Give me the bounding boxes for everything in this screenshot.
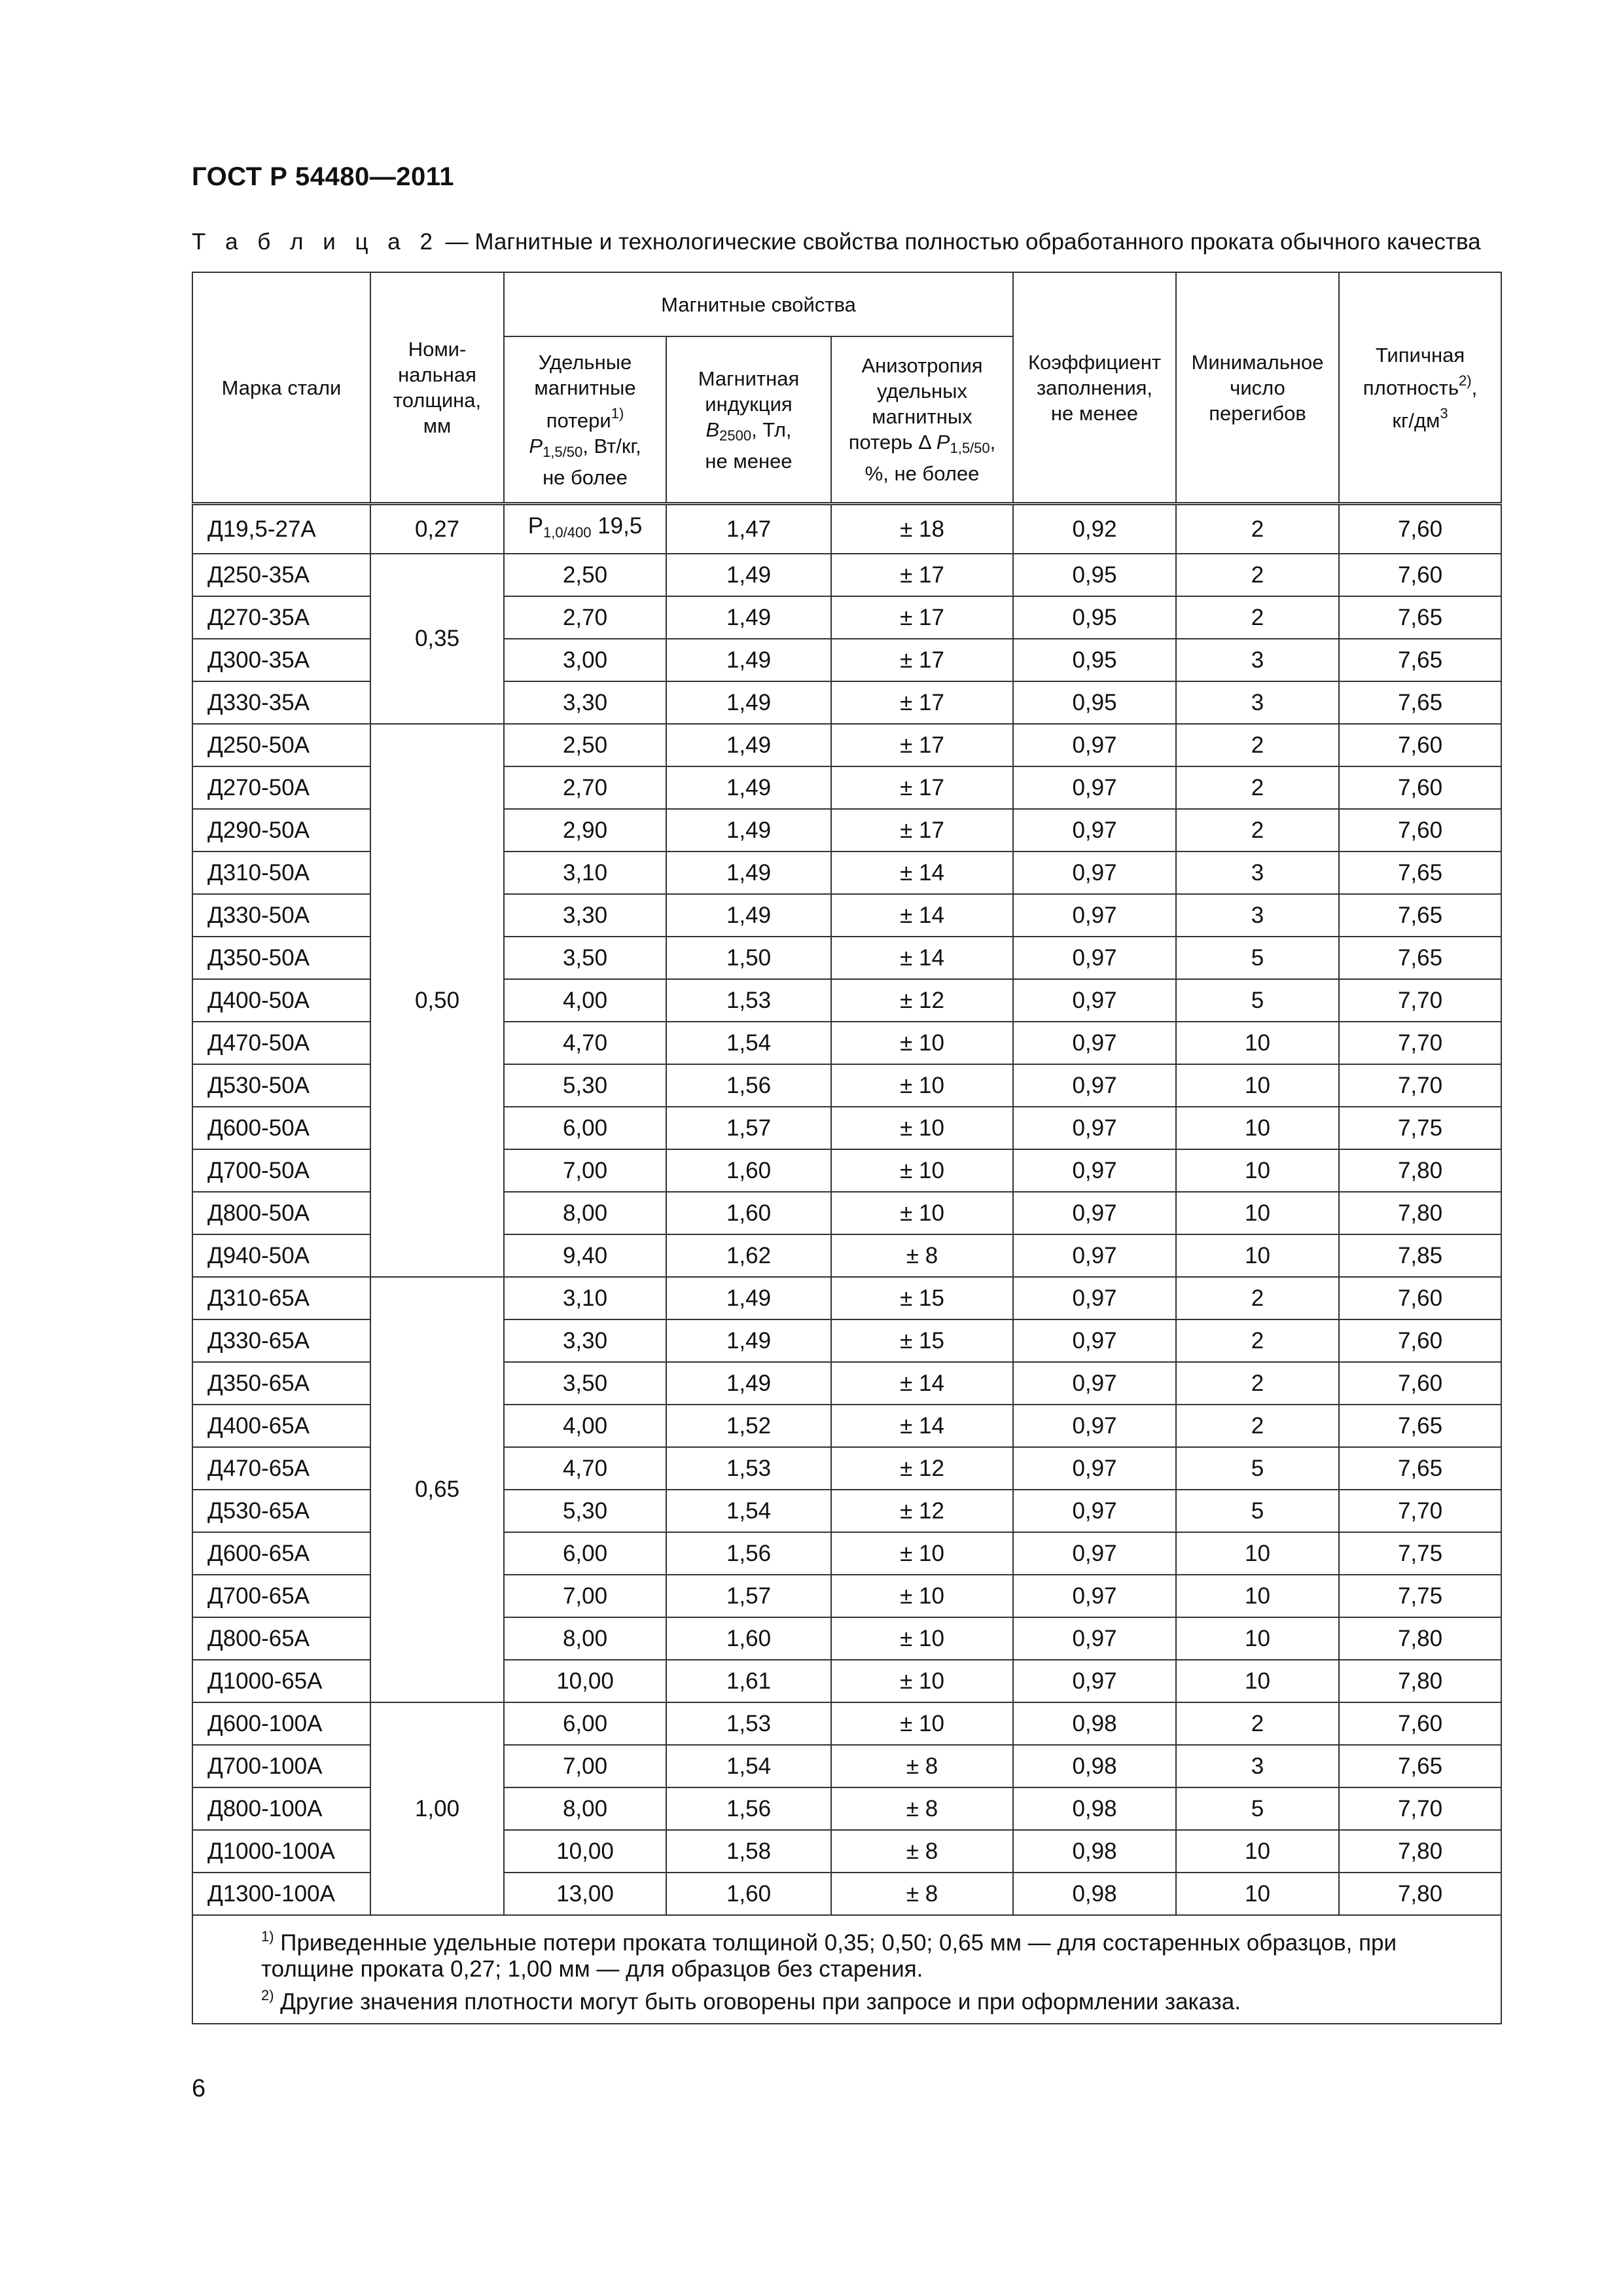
- cell-induction: 1,54: [666, 1490, 831, 1532]
- cell-bends: 5: [1176, 979, 1339, 1022]
- header-grade: Марка стали: [192, 272, 370, 504]
- cell-grade: Д700-50А: [192, 1149, 370, 1192]
- cell-anisotropy: ± 17: [831, 554, 1013, 596]
- cell-grade: Д330-50А: [192, 894, 370, 937]
- cell-density: 7,65: [1339, 1745, 1501, 1787]
- cell-grade: Д800-100А: [192, 1787, 370, 1830]
- cell-induction: 1,49: [666, 1277, 831, 1319]
- cell-bends: 2: [1176, 1319, 1339, 1362]
- cell-density: 7,60: [1339, 809, 1501, 852]
- cell-thickness: 1,00: [370, 1702, 504, 1915]
- table-body: [192, 504, 1501, 1916]
- cell-density: 7,80: [1339, 1830, 1501, 1873]
- cell-fill-factor: 0,97: [1013, 852, 1176, 894]
- cell-density: 7,80: [1339, 1873, 1501, 1915]
- cell-bends: 5: [1176, 937, 1339, 979]
- cell-bends: 10: [1176, 1022, 1339, 1064]
- cell-density: 7,80: [1339, 1149, 1501, 1192]
- cell-bends: 5: [1176, 1490, 1339, 1532]
- cell-density: 7,65: [1339, 937, 1501, 979]
- cell-fill-factor: 0,97: [1013, 1277, 1176, 1319]
- cell-fill-factor: 0,97: [1013, 1022, 1176, 1064]
- cell-grade: Д400-50А: [192, 979, 370, 1022]
- cell-grade: Д600-100А: [192, 1702, 370, 1745]
- cell-grade: Д290-50А: [192, 809, 370, 852]
- cell-loss: 7,00: [504, 1149, 666, 1192]
- cell-grade: Д700-100А: [192, 1745, 370, 1787]
- header-magnetic-group: Магнитные свойства: [504, 272, 1013, 336]
- cell-loss: $P_{1,0/400}$ 19,5: [504, 504, 666, 554]
- cell-induction: 1,61: [666, 1660, 831, 1702]
- cell-induction: 1,54: [666, 1745, 831, 1787]
- cell-grade: Д940-50А: [192, 1234, 370, 1277]
- cell-density: 7,60: [1339, 724, 1501, 766]
- cell-grade: Д19,5-27А: [192, 504, 370, 554]
- header-bends: Минимальное число перегибов: [1176, 272, 1339, 504]
- cell-fill-factor: 0,98: [1013, 1873, 1176, 1915]
- cell-density: 7,60: [1339, 766, 1501, 809]
- cell-induction: 1,49: [666, 766, 831, 809]
- cell-loss: 3,30: [504, 894, 666, 937]
- cell-density: 7,80: [1339, 1660, 1501, 1702]
- cell-fill-factor: 0,97: [1013, 1660, 1176, 1702]
- cell-anisotropy: ± 17: [831, 639, 1013, 681]
- cell-induction: 1,49: [666, 596, 831, 639]
- cell-anisotropy: ± 14: [831, 894, 1013, 937]
- cell-fill-factor: 0,97: [1013, 1362, 1176, 1405]
- cell-bends: 2: [1176, 809, 1339, 852]
- cell-grade: Д350-65А: [192, 1362, 370, 1405]
- cell-loss: 2,90: [504, 809, 666, 852]
- table-row: [192, 724, 1501, 766]
- cell-density: 7,65: [1339, 681, 1501, 724]
- cell-grade: Д1000-65А: [192, 1660, 370, 1702]
- cell-grade: Д530-65А: [192, 1490, 370, 1532]
- cell-density: 7,65: [1339, 852, 1501, 894]
- cell-grade: Д700-65А: [192, 1575, 370, 1617]
- cell-loss: 3,00: [504, 639, 666, 681]
- table-caption-label: Т а б л и ц а 2: [192, 229, 439, 255]
- cell-loss: 9,40: [504, 1234, 666, 1277]
- cell-induction: 1,60: [666, 1192, 831, 1234]
- cell-anisotropy: ± 8: [831, 1234, 1013, 1277]
- cell-fill-factor: 0,97: [1013, 1107, 1176, 1149]
- cell-induction: 1,57: [666, 1575, 831, 1617]
- table-row: [192, 504, 1501, 554]
- cell-loss: 2,50: [504, 554, 666, 596]
- cell-induction: 1,54: [666, 1022, 831, 1064]
- footnote-1: $^{1)}$ Приведенные удельные потери проката толщиной 0,35; 0,50; 0,65 мм — для состаренных образцов, при толщине проката 0,27; 1,00 мм — для образцов без старения.: [261, 1928, 1397, 1982]
- cell-anisotropy: ± 10: [831, 1149, 1013, 1192]
- cell-grade: Д310-65А: [192, 1277, 370, 1319]
- cell-anisotropy: ± 17: [831, 724, 1013, 766]
- cell-fill-factor: 0,95: [1013, 596, 1176, 639]
- cell-density: 7,70: [1339, 1490, 1501, 1532]
- cell-bends: 10: [1176, 1149, 1339, 1192]
- cell-loss: 8,00: [504, 1192, 666, 1234]
- cell-grade: Д300-35А: [192, 639, 370, 681]
- cell-bends: 10: [1176, 1107, 1339, 1149]
- cell-loss: 6,00: [504, 1702, 666, 1745]
- cell-loss: 2,70: [504, 596, 666, 639]
- table-row: [192, 554, 1501, 596]
- cell-loss: 6,00: [504, 1107, 666, 1149]
- header-anisotropy: Анизотропия удельных магнитных потерь Δ $P_{1,5/50}$, %, не более: [831, 336, 1013, 504]
- cell-bends: 10: [1176, 1873, 1339, 1915]
- cell-grade: Д470-50А: [192, 1022, 370, 1064]
- cell-fill-factor: 0,97: [1013, 1192, 1176, 1234]
- cell-grade: Д600-50А: [192, 1107, 370, 1149]
- cell-anisotropy: ± 18: [831, 504, 1013, 554]
- cell-induction: 1,60: [666, 1149, 831, 1192]
- cell-anisotropy: ± 10: [831, 1575, 1013, 1617]
- cell-induction: 1,56: [666, 1064, 831, 1107]
- cell-bends: 2: [1176, 766, 1339, 809]
- cell-density: 7,60: [1339, 1277, 1501, 1319]
- cell-density: 7,70: [1339, 979, 1501, 1022]
- cell-density: 7,65: [1339, 1447, 1501, 1490]
- cell-loss: 3,50: [504, 937, 666, 979]
- cell-anisotropy: ± 8: [831, 1745, 1013, 1787]
- cell-anisotropy: ± 15: [831, 1277, 1013, 1319]
- cell-induction: 1,53: [666, 979, 831, 1022]
- cell-grade: Д330-35А: [192, 681, 370, 724]
- cell-density: 7,80: [1339, 1192, 1501, 1234]
- cell-loss: 5,30: [504, 1490, 666, 1532]
- cell-loss: 10,00: [504, 1830, 666, 1873]
- cell-induction: 1,53: [666, 1447, 831, 1490]
- cell-anisotropy: ± 17: [831, 596, 1013, 639]
- cell-grade: Д800-65А: [192, 1617, 370, 1660]
- cell-loss: 3,10: [504, 852, 666, 894]
- cell-grade: Д350-50А: [192, 937, 370, 979]
- cell-grade: Д330-65А: [192, 1319, 370, 1362]
- cell-fill-factor: 0,95: [1013, 639, 1176, 681]
- cell-bends: 2: [1176, 1405, 1339, 1447]
- cell-loss: 8,00: [504, 1787, 666, 1830]
- cell-fill-factor: 0,98: [1013, 1787, 1176, 1830]
- cell-fill-factor: 0,97: [1013, 1064, 1176, 1107]
- cell-fill-factor: 0,92: [1013, 504, 1176, 554]
- cell-bends: 5: [1176, 1787, 1339, 1830]
- cell-anisotropy: ± 12: [831, 979, 1013, 1022]
- cell-anisotropy: ± 17: [831, 681, 1013, 724]
- cell-thickness: 0,27: [370, 504, 504, 554]
- cell-bends: 3: [1176, 852, 1339, 894]
- cell-induction: 1,57: [666, 1107, 831, 1149]
- cell-loss: 3,30: [504, 681, 666, 724]
- cell-bends: 2: [1176, 596, 1339, 639]
- cell-bends: 2: [1176, 554, 1339, 596]
- cell-thickness: 0,50: [370, 724, 504, 1277]
- cell-anisotropy: ± 8: [831, 1787, 1013, 1830]
- cell-induction: 1,49: [666, 639, 831, 681]
- cell-loss: 2,70: [504, 766, 666, 809]
- cell-density: 7,65: [1339, 894, 1501, 937]
- cell-loss: 10,00: [504, 1660, 666, 1702]
- cell-loss: 7,00: [504, 1745, 666, 1787]
- cell-density: 7,60: [1339, 554, 1501, 596]
- cell-induction: 1,47: [666, 504, 831, 554]
- cell-loss: 4,00: [504, 979, 666, 1022]
- cell-density: 7,65: [1339, 596, 1501, 639]
- cell-anisotropy: ± 10: [831, 1660, 1013, 1702]
- cell-grade: Д250-50А: [192, 724, 370, 766]
- table-row: [192, 1702, 1501, 1745]
- cell-loss: 4,70: [504, 1022, 666, 1064]
- cell-fill-factor: 0,97: [1013, 1532, 1176, 1575]
- footnote-2: $^{2)}$ Другие значения плотности могут быть оговорены при запросе и при оформлении заказа.: [261, 1987, 1241, 2015]
- cell-density: 7,80: [1339, 1617, 1501, 1660]
- cell-induction: 1,49: [666, 852, 831, 894]
- header-thickness: Номи- нальная толщина, мм: [370, 272, 504, 504]
- table-caption-text: — Магнитные и технологические свойства полностью обработанного проката обычного качества: [445, 229, 1481, 255]
- cell-loss: 6,00: [504, 1532, 666, 1575]
- cell-anisotropy: ± 8: [831, 1873, 1013, 1915]
- cell-grade: Д600-65А: [192, 1532, 370, 1575]
- cell-density: 7,60: [1339, 1362, 1501, 1405]
- cell-bends: 10: [1176, 1575, 1339, 1617]
- cell-fill-factor: 0,95: [1013, 554, 1176, 596]
- cell-density: 7,70: [1339, 1022, 1501, 1064]
- cell-anisotropy: ± 14: [831, 1405, 1013, 1447]
- cell-density: 7,60: [1339, 1702, 1501, 1745]
- cell-fill-factor: 0,97: [1013, 1405, 1176, 1447]
- cell-loss: 8,00: [504, 1617, 666, 1660]
- cell-induction: 1,60: [666, 1873, 831, 1915]
- cell-grade: Д1000-100А: [192, 1830, 370, 1873]
- cell-grade: Д270-50А: [192, 766, 370, 809]
- cell-anisotropy: ± 15: [831, 1319, 1013, 1362]
- cell-loss: 4,00: [504, 1405, 666, 1447]
- cell-loss: 5,30: [504, 1064, 666, 1107]
- cell-bends: 3: [1176, 894, 1339, 937]
- cell-anisotropy: ± 10: [831, 1192, 1013, 1234]
- cell-fill-factor: 0,97: [1013, 937, 1176, 979]
- cell-fill-factor: 0,97: [1013, 1234, 1176, 1277]
- cell-density: 7,75: [1339, 1107, 1501, 1149]
- cell-fill-factor: 0,98: [1013, 1745, 1176, 1787]
- cell-induction: 1,62: [666, 1234, 831, 1277]
- cell-density: 7,65: [1339, 639, 1501, 681]
- cell-induction: 1,49: [666, 1319, 831, 1362]
- cell-bends: 10: [1176, 1234, 1339, 1277]
- cell-density: 7,60: [1339, 1319, 1501, 1362]
- cell-anisotropy: ± 17: [831, 809, 1013, 852]
- magnetic-properties-table: [192, 272, 1502, 2024]
- cell-fill-factor: 0,98: [1013, 1702, 1176, 1745]
- cell-grade: Д530-50А: [192, 1064, 370, 1107]
- cell-induction: 1,53: [666, 1702, 831, 1745]
- cell-loss: 3,30: [504, 1319, 666, 1362]
- cell-anisotropy: ± 10: [831, 1064, 1013, 1107]
- cell-grade: Д400-65А: [192, 1405, 370, 1447]
- cell-grade: Д470-65А: [192, 1447, 370, 1490]
- cell-anisotropy: ± 8: [831, 1830, 1013, 1873]
- cell-anisotropy: ± 10: [831, 1107, 1013, 1149]
- cell-grade: Д1300-100А: [192, 1873, 370, 1915]
- cell-anisotropy: ± 12: [831, 1490, 1013, 1532]
- cell-induction: 1,49: [666, 894, 831, 937]
- cell-anisotropy: ± 17: [831, 766, 1013, 809]
- cell-bends: 10: [1176, 1830, 1339, 1873]
- cell-fill-factor: 0,97: [1013, 766, 1176, 809]
- cell-thickness: 0,65: [370, 1277, 504, 1702]
- cell-induction: 1,50: [666, 937, 831, 979]
- cell-induction: 1,56: [666, 1532, 831, 1575]
- cell-density: 7,60: [1339, 504, 1501, 554]
- cell-loss: 3,50: [504, 1362, 666, 1405]
- cell-anisotropy: ± 10: [831, 1532, 1013, 1575]
- cell-bends: 10: [1176, 1064, 1339, 1107]
- cell-induction: 1,49: [666, 809, 831, 852]
- cell-induction: 1,58: [666, 1830, 831, 1873]
- cell-bends: 10: [1176, 1192, 1339, 1234]
- cell-bends: 2: [1176, 1277, 1339, 1319]
- cell-fill-factor: 0,95: [1013, 681, 1176, 724]
- cell-bends: 5: [1176, 1447, 1339, 1490]
- cell-bends: 10: [1176, 1617, 1339, 1660]
- cell-bends: 2: [1176, 1362, 1339, 1405]
- cell-fill-factor: 0,97: [1013, 1149, 1176, 1192]
- cell-induction: 1,49: [666, 681, 831, 724]
- header-fill-factor: Коэффициент заполнения, не менее: [1013, 272, 1176, 504]
- cell-induction: 1,49: [666, 724, 831, 766]
- header-losses: Удельные магнитные потери$^{1)}$ $P_{1,5/50}$, Вт/кг, не более: [504, 336, 666, 504]
- cell-fill-factor: 0,97: [1013, 1617, 1176, 1660]
- cell-grade: Д800-50А: [192, 1192, 370, 1234]
- cell-bends: 2: [1176, 1702, 1339, 1745]
- cell-anisotropy: ± 12: [831, 1447, 1013, 1490]
- cell-density: 7,70: [1339, 1064, 1501, 1107]
- cell-fill-factor: 0,97: [1013, 809, 1176, 852]
- cell-anisotropy: ± 14: [831, 1362, 1013, 1405]
- cell-density: 7,70: [1339, 1787, 1501, 1830]
- cell-bends: 3: [1176, 639, 1339, 681]
- cell-fill-factor: 0,97: [1013, 1319, 1176, 1362]
- cell-fill-factor: 0,97: [1013, 1575, 1176, 1617]
- cell-induction: 1,49: [666, 1362, 831, 1405]
- cell-induction: 1,52: [666, 1405, 831, 1447]
- cell-density: 7,65: [1339, 1405, 1501, 1447]
- cell-fill-factor: 0,97: [1013, 724, 1176, 766]
- cell-bends: 2: [1176, 504, 1339, 554]
- document-standard-number: ГОСТ Р 54480—2011: [192, 162, 454, 191]
- cell-bends: 10: [1176, 1532, 1339, 1575]
- cell-fill-factor: 0,97: [1013, 1447, 1176, 1490]
- cell-bends: 3: [1176, 1745, 1339, 1787]
- cell-density: 7,75: [1339, 1575, 1501, 1617]
- cell-anisotropy: ± 10: [831, 1617, 1013, 1660]
- cell-anisotropy: ± 14: [831, 937, 1013, 979]
- cell-density: 7,75: [1339, 1532, 1501, 1575]
- cell-loss: 3,10: [504, 1277, 666, 1319]
- cell-induction: 1,56: [666, 1787, 831, 1830]
- cell-fill-factor: 0,97: [1013, 894, 1176, 937]
- cell-loss: 2,50: [504, 724, 666, 766]
- cell-anisotropy: ± 14: [831, 852, 1013, 894]
- cell-grade: Д250-35А: [192, 554, 370, 596]
- cell-fill-factor: 0,97: [1013, 1490, 1176, 1532]
- cell-bends: 3: [1176, 681, 1339, 724]
- cell-induction: 1,49: [666, 554, 831, 596]
- cell-loss: 4,70: [504, 1447, 666, 1490]
- table-row: [192, 1277, 1501, 1319]
- cell-anisotropy: ± 10: [831, 1022, 1013, 1064]
- cell-grade: Д270-35А: [192, 596, 370, 639]
- table-footnotes: [192, 1915, 1501, 2024]
- cell-fill-factor: 0,97: [1013, 979, 1176, 1022]
- cell-fill-factor: 0,98: [1013, 1830, 1176, 1873]
- cell-loss: 13,00: [504, 1873, 666, 1915]
- page-number: 6: [192, 2075, 206, 2102]
- cell-thickness: 0,35: [370, 554, 504, 724]
- cell-bends: 2: [1176, 724, 1339, 766]
- cell-density: 7,85: [1339, 1234, 1501, 1277]
- header-density: Типичная плотность$^{2)}$, $кг/дм^3$: [1339, 272, 1501, 504]
- cell-loss: 7,00: [504, 1575, 666, 1617]
- table-caption: [192, 229, 1501, 255]
- cell-induction: 1,60: [666, 1617, 831, 1660]
- header-induction: Магнитная индукция $B_{2500}$, Тл, не менее: [666, 336, 831, 504]
- cell-grade: Д310-50А: [192, 852, 370, 894]
- cell-bends: 10: [1176, 1660, 1339, 1702]
- cell-anisotropy: ± 10: [831, 1702, 1013, 1745]
